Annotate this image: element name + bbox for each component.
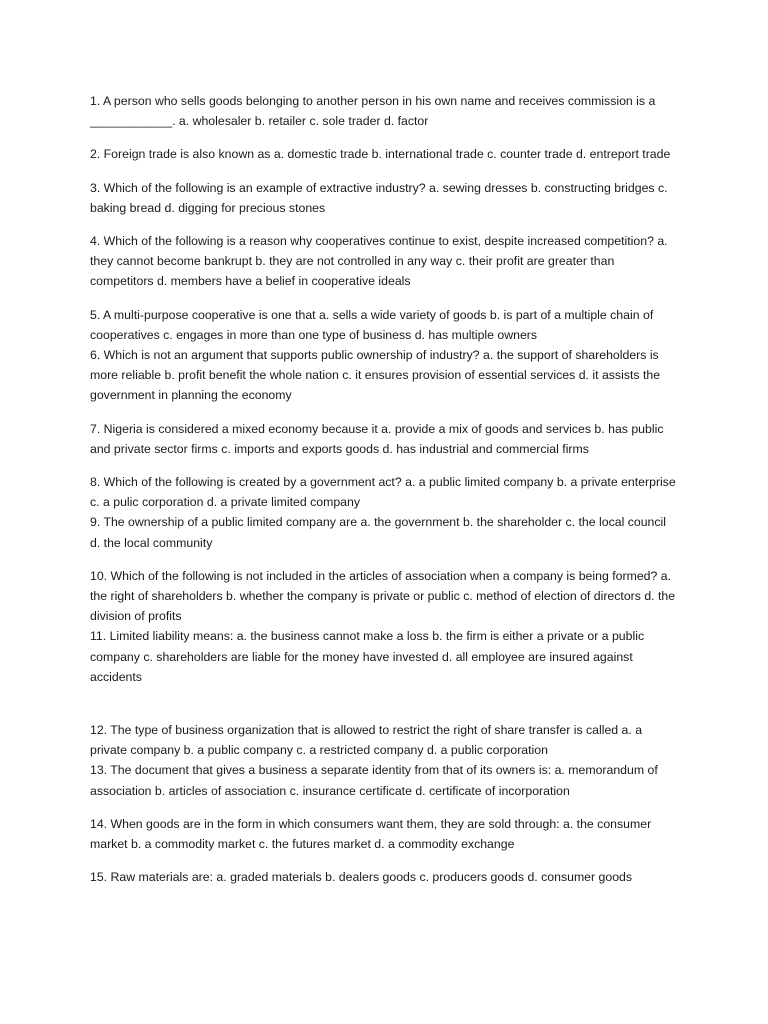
question-3: 3. Which of the following is an example of extractive industry? a. sewing dresses b. constructing bridges c. baking bread d. digging for precious stones	[90, 180, 668, 215]
question-2: 2. Foreign trade is also known as a. domestic trade b. international trade c. counter trade d. entreport trade	[90, 147, 671, 162]
question-1: 1. A person who sells goods belonging to another person in his own name and receives commission is a ____________. a. wholesaler b. retailer c. sole trader d. factor	[90, 94, 656, 129]
question-11: 11. Limited liability means: a. the business cannot make a loss b. the firm is either a private or a public company c. shareholders are liable for the money have invested d. all employee are insured against accidents	[90, 629, 645, 684]
question-14: 14. When goods are in the form in which consumers want them, they are sold through: a. the consumer market b. a commodity market c. the futures market d. a commodity exchange	[90, 816, 652, 852]
question-10: 10. Which of the following is not included in the articles of association when a company is being formed? a. the right of shareholders b. whether the company is private or public c. method of election of directors d. the division of profits	[90, 568, 676, 624]
question-7: 7. Nigeria is considered a mixed economy because it a. provide a mix of goods and services b. has public and private sector firms c. imports and exports goods d. has industrial and commercial firms	[90, 421, 664, 456]
question-5: 5. A multi-purpose cooperative is one that a. sells a wide variety of goods b. is part of a multiple chain of cooperatives c. engages in more than one type of business d. has multiple owners	[90, 307, 654, 342]
question-8: 8. Which of the following is created by a government act? a. a public limited company b. a private enterprise c. a pulic corporation d. a private limited company	[90, 475, 676, 510]
question-12: 12. The type of business organization that is allowed to restrict the right of share transfer is called a. a private company b. a public company c. a restricted company d. a public corporation	[90, 723, 643, 758]
question-13: 13. The document that gives a business a separate identity from that of its owners is: a. memorandum of association b. articles of association c. insurance certificate d. certificate of incorporation	[90, 763, 658, 798]
question-6: 6. Which is not an argument that supports public ownership of industry? a. the support of shareholders is more reliable b. profit benefit the whole nation c. it ensures provision of essential services d. it assists the government in planning the economy	[90, 348, 661, 403]
question-15: 15. Raw materials are: a. graded materials b. dealers goods c. producers goods d. consumer goods	[90, 870, 633, 885]
question-list	[90, 91, 678, 888]
question-9: 9. The ownership of a public limited company are a. the government b. the shareholder c. the local council d. the local community	[90, 515, 667, 550]
question-4: 4. Which of the following is a reason why cooperatives continue to exist, despite increased competition? a. they cannot become bankrupt b. they are not controlled in any way c. their profit are greater than competitors d. members have a belief in cooperative ideals	[90, 234, 668, 289]
